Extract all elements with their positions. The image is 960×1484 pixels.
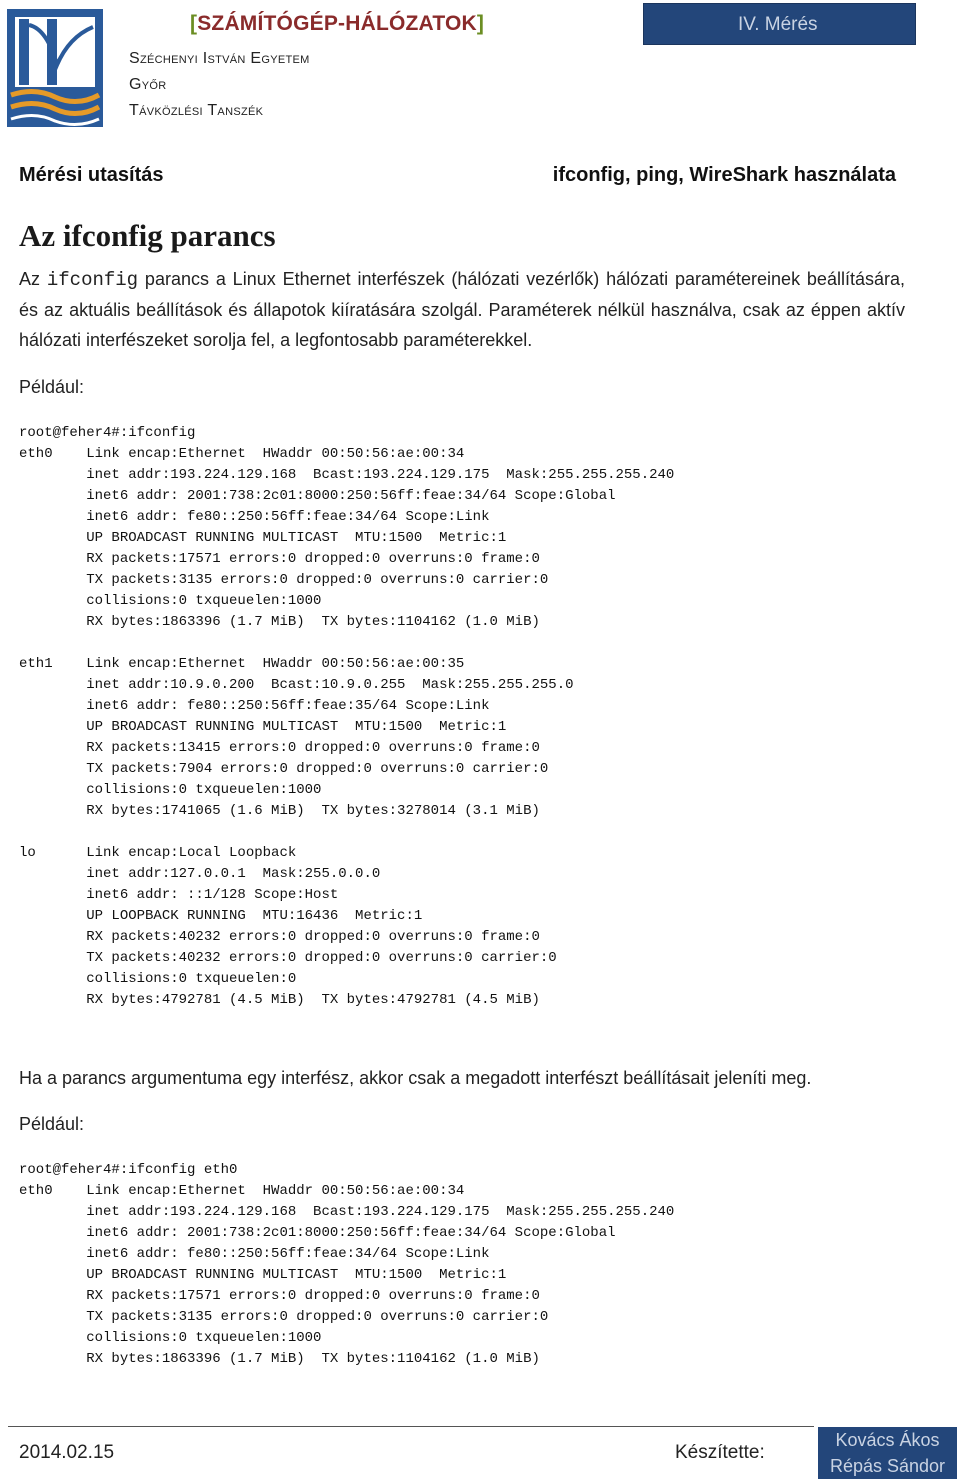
bracket-close: ] (476, 12, 485, 35)
intro-text-pre: Az (19, 269, 47, 289)
example-label: Például: (19, 377, 85, 397)
intro-command: ifconfig (46, 269, 139, 291)
example-label-2: Például: (19, 1114, 85, 1134)
author-name-2: Répás Sándor (829, 1456, 946, 1476)
intro-paragraph (19, 264, 905, 355)
university-logo-icon (7, 9, 103, 127)
footer-divider (8, 1426, 814, 1427)
intro-text-post: parancs a Linux Ethernet interfészek (hálózati vezérlők) hálózati paramétereinek beállítására, és az aktuális beállítások és állapotok kiíratására szolgál. Paraméterek nélkül használva, csak az éppen aktív hálózati interfészeket sorolja fel, a legfontosabb paraméterekkel. (19, 269, 905, 350)
measurement-label: IV. Mérés (738, 14, 818, 35)
terminal-output: root@feher4#:ifconfig eth0 Link encap:Ethernet HWaddr 00:50:56:ae:00:34 inet addr:193.224.129.168 Bcast:193.224.129.175 Mask:255.255.255.240 inet6 addr: 2001:738:2c01:8000:250:56ff:feae:34/64 Scope:Global inet6 addr: fe80::250:56ff:feae:34/64 Scope:Link UP BROADCAST RUNNING MULTICAST MTU:1500 Metric:1 RX packets:17571 errors:0 dropped:0 overruns:0 frame:0 TX packets:3135 errors:0 dropped:0 overruns:0 carrier:0 collisions:0 txqueuelen:1000 RX bytes:1863396 (1.7 MiB) TX bytes:1104162 (1.0 MiB) eth1 Link encap:Ethernet HWaddr 00:50:56:ae:00:35 inet addr:10.9.0.200 Bcast:10.9.0.255 Mask:255.255.255.0 inet6 addr: fe80::250:56ff:feae:35/64 Scope:Link UP BROADCAST RUNNING MULTICAST MTU:1500 Metric:1 RX packets:13415 errors:0 dropped:0 overruns:0 frame:0 TX packets:7904 errors:0 dropped:0 overruns:0 carrier:0 collisions:0 txqueuelen:1000 RX bytes:1741065 (1.6 MiB) TX bytes:3278014 (3.1 MiB) lo Link encap:Local Loopback inet addr:127.0.0.1 Mask:255.0.0.0 inet6 addr: ::1/128 Scope:Host UP LOOPBACK RUNNING MTU:16436 Metric:1 RX packets:40232 errors:0 dropped:0 overruns:0 frame:0 TX packets:40232 errors:0 dropped:0 overruns:0 carrier:0 collisions:0 txqueuelen:0 RX bytes:4792781 (4.5 MiB) TX bytes:4792781 (4.5 MiB) (19, 425, 675, 1008)
section-title: Az ifconfig parancs (19, 218, 276, 253)
footer-date: 2014.02.15 (19, 1442, 115, 1463)
terminal-output-eth0: root@feher4#:ifconfig eth0 eth0 Link encap:Ethernet HWaddr 00:50:56:ae:00:34 inet addr:193.224.129.168 Bcast:193.224.129.175 Mask:255.255.255.240 inet6 addr: 2001:738:2c01:8000:250:56ff:feae:34/64 Scope:Global inet6 addr: fe80::250:56ff:feae:34/64 Scope:Link UP BROADCAST RUNNING MULTICAST MTU:1500 Metric:1 RX packets:17571 errors:0 dropped:0 overruns:0 frame:0 TX packets:3135 errors:0 dropped:0 overruns:0 carrier:0 collisions:0 txqueuelen:1000 RX bytes:1863396 (1.7 MiB) TX bytes:1104162 (1.0 MiB) (19, 1162, 675, 1367)
second-paragraph: Ha a parancs argumentuma egy interfész, akkor csak a megadott interfészt beállításait jeleníti meg. (19, 1068, 812, 1088)
institution-name: Széchenyi István Egyetem (129, 50, 310, 67)
author-name: Kovács Ákos (835, 1430, 940, 1450)
measurement-badge (643, 3, 916, 45)
course-title (190, 12, 484, 36)
course-name: SZÁMÍTÓGÉP-HÁLÓZATOK (197, 12, 477, 35)
footer-made-by-label: Készítette: (675, 1442, 765, 1463)
bracket-open: [ (190, 12, 198, 35)
document-topic: ifconfig, ping, WireShark használata (552, 164, 896, 186)
document-type: Mérési utasítás (19, 164, 164, 186)
footer-authors (818, 1427, 957, 1479)
institution-city: Győr (129, 76, 167, 93)
institution-department: Távközlési Tanszék (129, 102, 264, 119)
